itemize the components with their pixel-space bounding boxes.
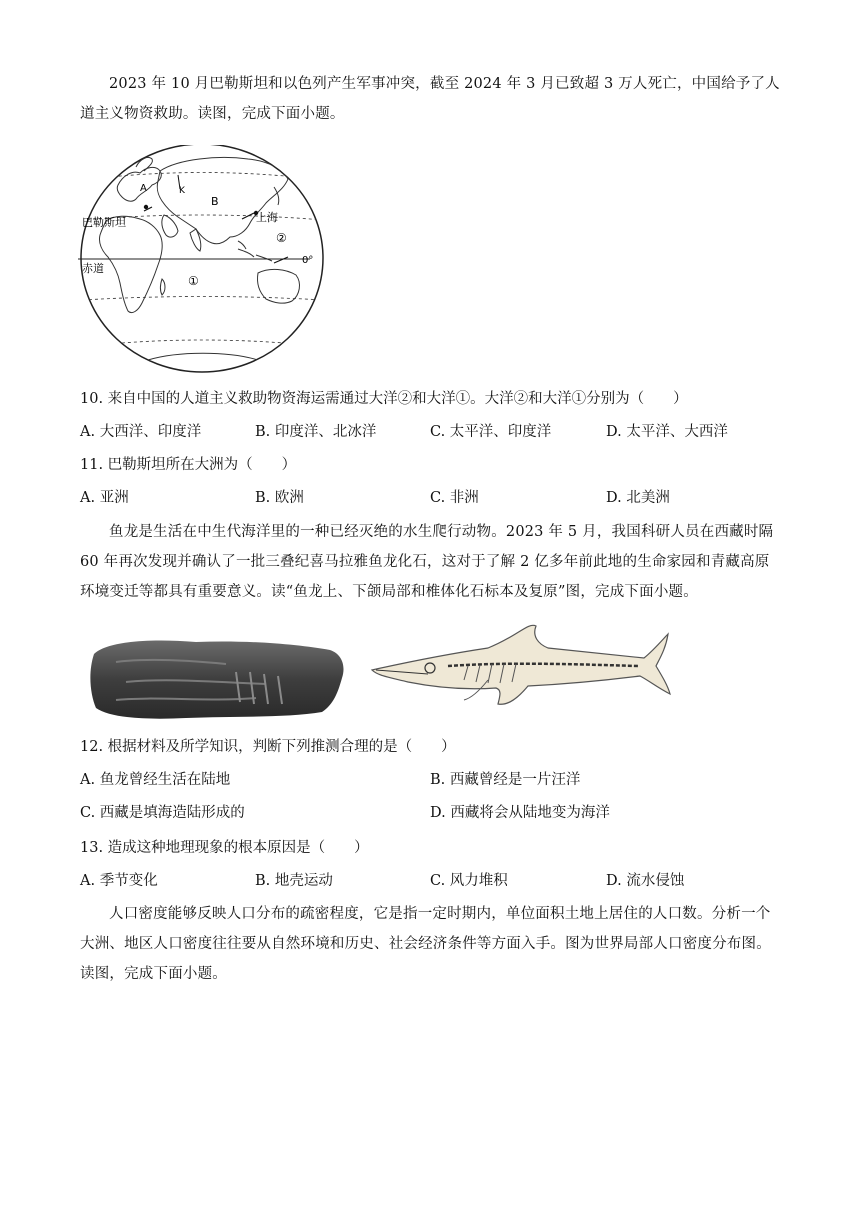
- globe-map: [78, 145, 328, 375]
- q12-option-b: B. 西藏曾经是一片汪洋: [430, 772, 581, 788]
- intro-paragraph-population-density: 人口密度能够反映人口分布的疏密程度，它是指一定时期内，单位面积土地上居住的人口数。分析一个大洲、地区人口密度往往要从自然环境和历史、社会经济条件等方面入手。图为世界局部人口密度分布图。读图，完成下面小题。: [80, 906, 771, 982]
- q10-option-b: B. 印度洋、北冰洋: [255, 424, 377, 440]
- palestine-marker: [144, 205, 148, 209]
- map-label-ocean-2: ②: [276, 231, 287, 245]
- map-label-b: B: [211, 195, 219, 208]
- map-label-a: A: [140, 183, 147, 194]
- q12-option-d: D. 西藏将会从陆地变为海洋: [430, 805, 610, 821]
- map-label-equator: 赤道: [82, 262, 104, 275]
- q12-option-a: A. 鱼龙曾经生活在陆地: [80, 772, 231, 788]
- q10-stem: 10. 来自中国的人道主义救助物资海运需通过大洋②和大洋①。大洋②和大洋①分别为（ ）: [80, 391, 688, 407]
- q11-option-c: C. 非洲: [430, 490, 479, 506]
- q10-option-d: D. 太平洋、大西洋: [606, 424, 728, 440]
- intro-paragraph-conflict: 2023 年 10 月巴勒斯坦和以色列产生军事冲突，截至 2024 年 3 月已致超 3 万人死亡，中国给予了人道主义物资救助。读图，完成下面小题。: [80, 76, 780, 122]
- q13-stem: 13. 造成这种地理现象的根本原因是（ ）: [80, 840, 369, 856]
- q12-stem: 12. 根据材料及所学知识，判断下列推测合理的是（ ）: [80, 739, 456, 755]
- map-label-ocean-1: ①: [188, 274, 199, 288]
- q13-option-b: B. 地壳运动: [255, 873, 333, 889]
- q10-option-a: A. 大西洋、印度洋: [80, 424, 202, 440]
- q12-option-c: C. 西藏是填海造陆形成的: [80, 805, 245, 821]
- map-label-palestine: 巴勒斯坦: [82, 216, 126, 229]
- map-label-k: K: [179, 186, 185, 196]
- q11-option-d: D. 北美洲: [606, 490, 670, 506]
- fossil-photo: [86, 632, 348, 724]
- q11-option-a: A. 亚洲: [80, 490, 129, 506]
- q13-option-a: A. 季节变化: [80, 873, 158, 889]
- q11-option-b: B. 欧洲: [255, 490, 304, 506]
- q10-option-c: C. 太平洋、印度洋: [430, 424, 552, 440]
- q13-option-c: C. 风力堆积: [430, 873, 508, 889]
- globe-map-figure: [78, 145, 328, 375]
- map-label-zero-degree: 0°: [302, 255, 314, 266]
- q13-option-d: D. 流水侵蚀: [606, 873, 685, 889]
- map-label-shanghai: 上海: [256, 211, 278, 224]
- fossil-rock: [90, 641, 343, 719]
- q11-stem: 11. 巴勒斯坦所在大洲为（ ）: [80, 457, 297, 473]
- ichthyosaur-reconstruction: [368, 618, 672, 714]
- intro-paragraph-ichthyosaur: 鱼龙是生活在中生代海洋里的一种已经灭绝的水生爬行动物。2023 年 5 月，我国科研人员在西藏时隔 60 年再次发现并确认了一批三叠纪喜马拉雅鱼龙化石，这对于了解 2 亿多年前此地的生命家园和青藏高原环境变迁等都具有重要意义。读“鱼龙上、下颌局部和椎体化石标本及复原”图，完成下面小题。: [80, 524, 774, 600]
